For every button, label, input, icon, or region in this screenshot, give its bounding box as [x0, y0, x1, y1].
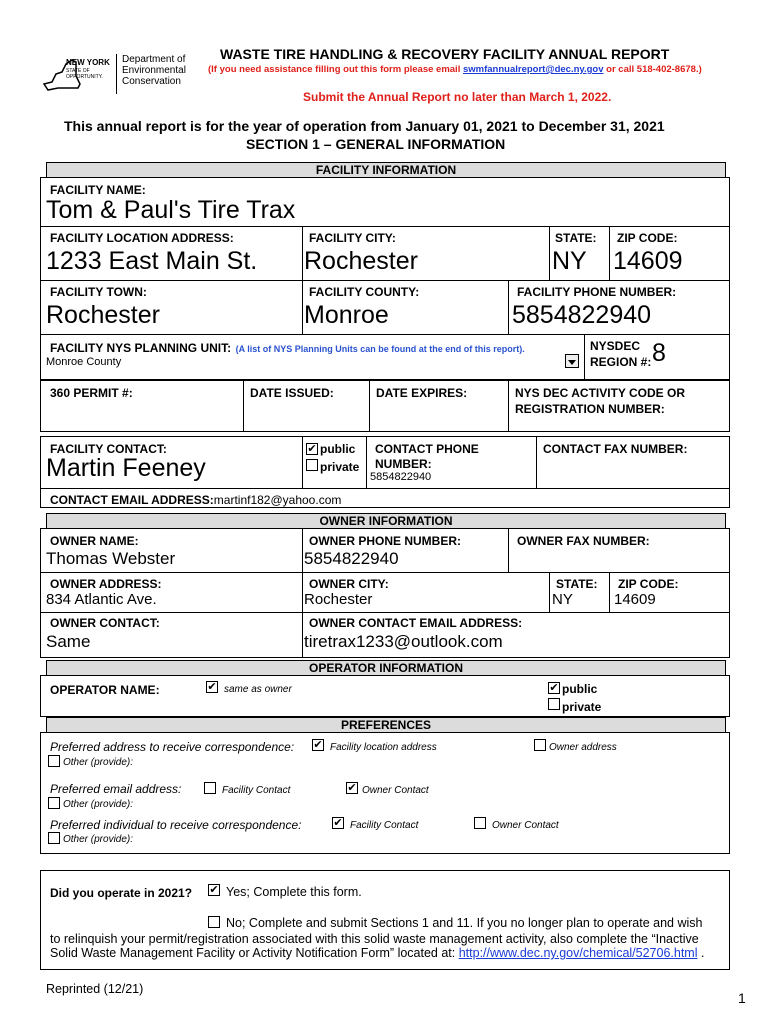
operator-public-label: public: [562, 682, 598, 696]
pref-email-other-label: Other (provide):: [63, 799, 134, 810]
facility-info-heading: FACILITY INFORMATION: [46, 162, 726, 178]
facility-town-label: FACILITY TOWN:: [50, 285, 147, 299]
pref-address-facility-label: Facility location address: [330, 742, 437, 753]
contact-fax-label: CONTACT FAX NUMBER:: [543, 442, 688, 456]
pref-address-facility-checkbox[interactable]: ✔: [313, 739, 323, 751]
operate-no-line3: Solid Waste Management Facility or Activity Notification Form” located at: http://www.dec.ny.gov/chemical/52706.html .: [50, 946, 705, 960]
owner-name-label: OWNER NAME:: [50, 534, 139, 548]
contact-phone-label-line2: NUMBER:: [375, 457, 432, 471]
operate-no-checkbox[interactable]: [208, 916, 220, 928]
pref-individual-question: Preferred individual to receive correspondence:: [50, 818, 302, 832]
region-label-line2: REGION #:: [590, 355, 652, 369]
planning-unit-label: FACILITY NYS PLANNING UNIT:: [50, 341, 232, 355]
section-title: SECTION 1 – GENERAL INFORMATION: [246, 136, 506, 152]
facility-name-field[interactable]: Tom & Paul's Tire Trax: [46, 196, 296, 224]
owner-city-field[interactable]: Rochester: [304, 591, 373, 608]
planning-unit-hint: (A list of NYS Planning Units can be found at the end of this report).: [235, 344, 525, 354]
contact-phone-field[interactable]: 5854822940: [370, 471, 432, 483]
logo-state-text: NEW YORK: [66, 58, 110, 67]
owner-zip-label: ZIP CODE:: [618, 577, 679, 591]
preferences-heading: PREFERENCES: [46, 717, 726, 733]
assist-email-link[interactable]: swmfannualreport@dec.ny.gov: [462, 64, 604, 75]
pref-individual-facility-checkbox[interactable]: ✔: [333, 817, 343, 829]
pref-individual-other-label: Other (provide):: [63, 834, 134, 845]
pref-individual-other-checkbox[interactable]: [48, 832, 60, 844]
assistance-note: [208, 64, 702, 75]
dropdown-arrow-icon[interactable]: [565, 354, 579, 368]
page-number: 1: [738, 990, 746, 1006]
owner-address-label: OWNER ADDRESS:: [50, 577, 162, 591]
facility-phone-label: FACILITY PHONE NUMBER:: [517, 285, 677, 299]
facility-county-label: FACILITY COUNTY:: [309, 285, 420, 299]
same-as-owner-label: same as owner: [224, 684, 292, 695]
operator-private-checkbox[interactable]: [548, 698, 560, 710]
facility-city-label: FACILITY CITY:: [309, 231, 396, 245]
owner-zip-field[interactable]: 14609: [614, 591, 656, 608]
owner-email-field[interactable]: tiretrax1233@outlook.com: [304, 632, 503, 651]
owner-city-label: OWNER CITY:: [309, 577, 389, 591]
facility-city-field[interactable]: Rochester: [304, 247, 418, 275]
date-issued-label: DATE ISSUED:: [250, 386, 334, 400]
facility-zip-field[interactable]: 14609: [613, 247, 683, 275]
facility-state-field[interactable]: NY: [552, 247, 587, 275]
facility-private-label: private: [320, 460, 360, 474]
report-year-line: This annual report is for the year of operation from January 01, 2021 to December 31, 2021: [64, 118, 665, 134]
pref-email-other-checkbox[interactable]: [48, 797, 60, 809]
deadline-note: Submit the Annual Report no later than March 1, 2022.: [303, 90, 612, 104]
facility-contact-field[interactable]: Martin Feeney: [46, 454, 206, 482]
owner-name-field[interactable]: Thomas Webster: [46, 549, 176, 568]
facility-address-label: FACILITY LOCATION ADDRESS:: [50, 231, 234, 245]
owner-phone-label: OWNER PHONE NUMBER:: [309, 534, 461, 548]
operate-yes-checkbox[interactable]: ✔: [209, 884, 219, 896]
facility-county-field[interactable]: Monroe: [304, 301, 389, 329]
same-as-owner-checkbox[interactable]: ✔: [207, 681, 217, 693]
facility-phone-field[interactable]: 5854822940: [512, 301, 652, 329]
pref-email-facility-checkbox[interactable]: [204, 782, 216, 794]
permit-label: 360 PERMIT #:: [50, 386, 133, 400]
operator-private-label: private: [562, 700, 602, 714]
region-label-line1: NYSDEC: [590, 339, 641, 353]
pref-individual-owner-label: Owner Contact: [492, 820, 559, 831]
facility-zip-label: ZIP CODE:: [617, 231, 678, 245]
activity-code-label-line1: NYS DEC ACTIVITY CODE OR: [515, 386, 686, 400]
operate-no-line1: No; Complete and submit Sections 1 and 11. If you no longer plan to operate and wish: [226, 916, 703, 930]
owner-state-label: STATE:: [556, 577, 598, 591]
pref-email-facility-label: Facility Contact: [222, 785, 291, 796]
operate-no-line2: to relinquish your permit/registration associated with this solid waste management activity, also complete the “Inactive: [50, 932, 699, 946]
logo-tagline: STATE OF OPPORTUNITY.: [66, 68, 103, 80]
logo-dept-line2: Environmental: [122, 65, 186, 76]
facility-state-label: STATE:: [555, 231, 597, 245]
contact-email-row: [50, 491, 341, 509]
owner-info-heading: OWNER INFORMATION: [46, 513, 726, 529]
pref-email-question: Preferred email address:: [50, 782, 182, 796]
operator-public-checkbox[interactable]: ✔: [549, 682, 559, 694]
owner-email-label: OWNER CONTACT EMAIL ADDRESS:: [309, 616, 523, 630]
inactive-form-link[interactable]: http://www.dec.ny.gov/chemical/52706.html: [458, 946, 698, 960]
logo: [36, 48, 194, 100]
facility-town-field[interactable]: Rochester: [46, 301, 160, 329]
facility-public-checkbox[interactable]: ✔: [307, 443, 317, 455]
region-field[interactable]: 8: [652, 339, 666, 367]
contact-email-field[interactable]: martinf182@yahoo.com: [213, 493, 342, 507]
pref-address-question: Preferred address to receive correspondence:: [50, 740, 295, 754]
planning-unit-select[interactable]: [46, 356, 566, 368]
facility-contact-label: FACILITY CONTACT:: [50, 442, 167, 456]
owner-phone-field[interactable]: 5854822940: [304, 549, 399, 568]
operator-info-heading: OPERATOR INFORMATION: [46, 660, 726, 676]
pref-address-owner-label: Owner address: [549, 742, 617, 753]
facility-address-field[interactable]: 1233 East Main St.: [46, 247, 258, 275]
operate-yes-label: Yes; Complete this form.: [226, 885, 362, 899]
logo-dept-line1: Department of: [122, 54, 186, 65]
owner-state-field[interactable]: NY: [552, 591, 573, 608]
pref-individual-owner-checkbox[interactable]: [474, 817, 486, 829]
assist-suffix: or call 518-402-8678.): [603, 64, 702, 75]
operate-question: Did you operate in 2021?: [50, 886, 193, 900]
assist-prefix: (If you need assistance filling out this form please email: [208, 64, 463, 75]
facility-public-label: public: [320, 442, 356, 456]
contact-email-label: CONTACT EMAIL ADDRESS:: [50, 493, 214, 507]
planning-unit-row: [50, 339, 525, 357]
facility-private-checkbox[interactable]: [306, 459, 318, 471]
date-expires-label: DATE EXPIRES:: [376, 386, 468, 400]
planning-unit-value: Monroe County: [46, 356, 122, 368]
owner-contact-field[interactable]: Same: [46, 632, 91, 651]
reprinted-note: Reprinted (12/21): [46, 982, 144, 996]
pref-email-owner-checkbox[interactable]: ✔: [347, 782, 357, 794]
logo-dept-line3: Conservation: [122, 76, 181, 87]
pref-address-other-checkbox[interactable]: [48, 755, 60, 767]
activity-code-label-line2: REGISTRATION NUMBER:: [515, 402, 665, 416]
owner-fax-label: OWNER FAX NUMBER:: [517, 534, 650, 548]
facility-name-label: FACILITY NAME:: [50, 183, 146, 197]
operator-name-label: OPERATOR NAME:: [50, 683, 160, 697]
form-title: WASTE TIRE HANDLING & RECOVERY FACILITY ANNUAL REPORT: [220, 46, 670, 62]
owner-address-field[interactable]: 834 Atlantic Ave.: [46, 591, 157, 608]
owner-contact-label: OWNER CONTACT:: [50, 616, 160, 630]
contact-phone-label-line1: CONTACT PHONE: [375, 442, 479, 456]
pref-address-other-label: Other (provide):: [63, 757, 134, 768]
pref-email-owner-label: Owner Contact: [362, 785, 429, 796]
pref-address-owner-checkbox[interactable]: [534, 739, 546, 751]
pref-individual-facility-label: Facility Contact: [350, 820, 419, 831]
